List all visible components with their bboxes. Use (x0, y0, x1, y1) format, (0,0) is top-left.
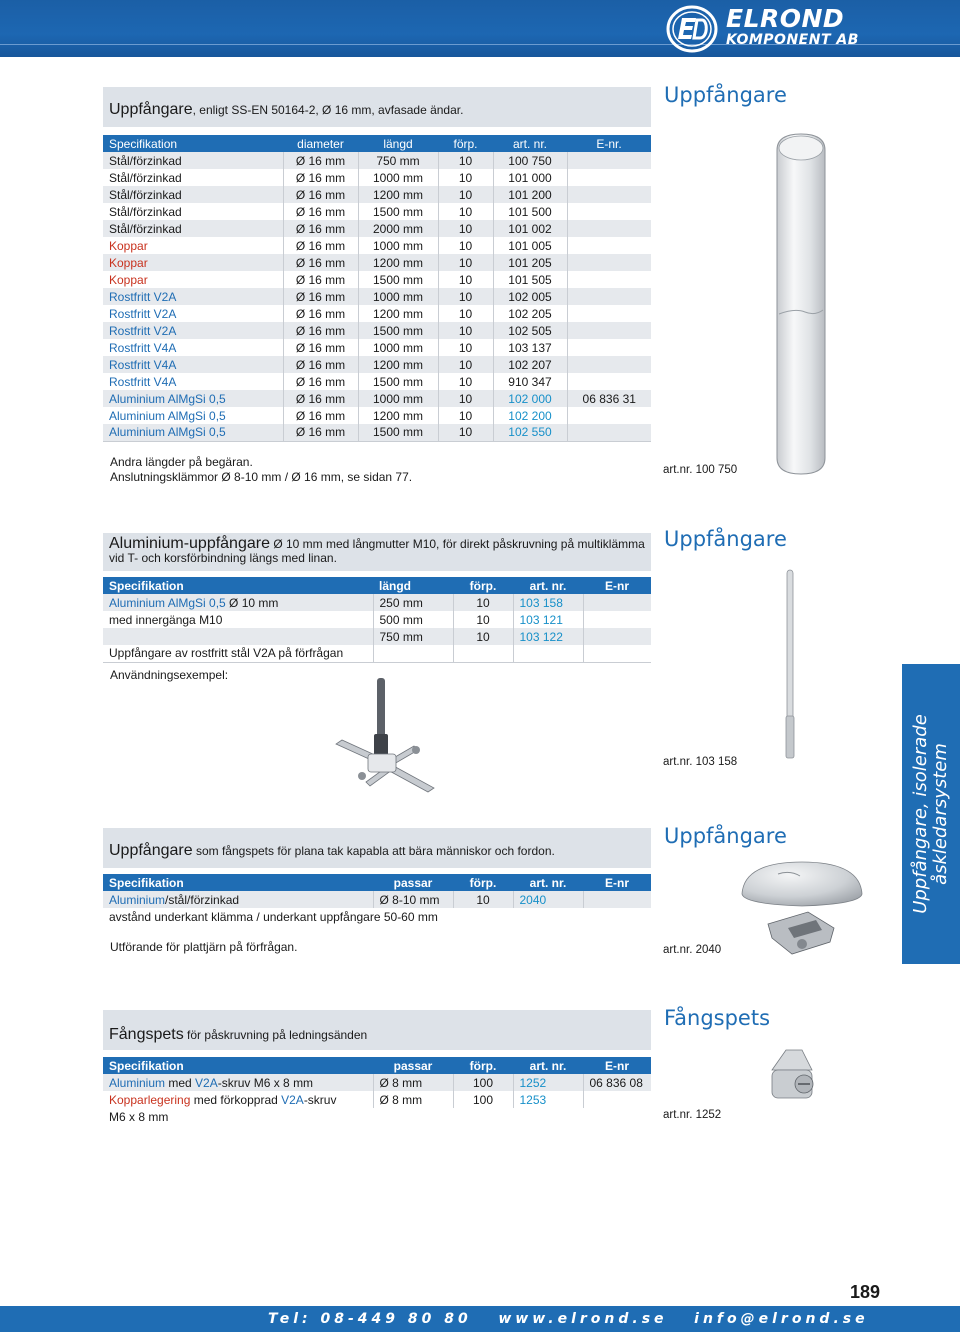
col-header-specifikation: Specifikation (103, 135, 283, 152)
table-row (103, 594, 651, 611)
cell-pack: 100 (453, 1091, 513, 1108)
col-header-enr: E-nr (583, 1057, 651, 1074)
col-header-enr: E-nr (583, 874, 651, 891)
cell-len: 250 mm (373, 594, 453, 611)
cell-langd: 1500 mm (358, 373, 438, 390)
cell-spec (103, 891, 373, 908)
table-row (103, 305, 651, 322)
cell-enr (567, 305, 651, 322)
table-row (103, 611, 651, 628)
cell-diameter: Ø 16 mm (283, 407, 358, 424)
cell-spec: Aluminium AlMgSi 0,5 (103, 424, 283, 441)
cell-forp: 10 (438, 424, 493, 441)
cell-forp: 10 (438, 152, 493, 169)
cell-artnr: 102 207 (493, 356, 567, 373)
cell-pack (453, 645, 513, 662)
col-header-artnr: art. nr. (513, 874, 583, 891)
table-row (103, 891, 651, 908)
cell-artnr (513, 645, 583, 662)
cell-len: 750 mm (373, 628, 453, 645)
table-header-row (103, 577, 651, 594)
section1-intro-title: Uppfångare (109, 101, 193, 118)
cell-len: 500 mm (373, 611, 453, 628)
cell-forp: 10 (438, 271, 493, 288)
cell-langd: 1000 mm (358, 169, 438, 186)
spike-tip-image (764, 1046, 824, 1104)
section4-spec-table (103, 1057, 651, 1125)
cell-diameter: Ø 16 mm (283, 152, 358, 169)
cell-artnr: 101 505 (493, 271, 567, 288)
cell-enr (583, 594, 651, 611)
section2-intro-text: Ø 10 mm med långmutter M10, för direkt påskruvning på multiklämma vid T- och korsförbindning längs med linan. (109, 537, 645, 565)
cell-forp: 10 (438, 407, 493, 424)
table-row (103, 220, 651, 237)
cell-spec: Stål/förzinkad (103, 203, 283, 220)
usage-example-image (328, 676, 458, 798)
cell-enr (567, 220, 651, 237)
cell-pack: 10 (453, 611, 513, 628)
cell-pack: 100 (453, 1074, 513, 1091)
section3-note: Utförande för plattjärn på förfrågan. (110, 940, 298, 954)
cell-diameter: Ø 16 mm (283, 305, 358, 322)
col-header-forp: förp. (453, 577, 513, 594)
section4-side-title: Fångspets (664, 1006, 771, 1030)
cell-langd: 750 mm (358, 152, 438, 169)
brand-line2: KOMPONENT AB (726, 32, 859, 48)
aluminium-rod-image (780, 566, 800, 766)
brand-name (726, 6, 859, 48)
material-aluminium: Aluminium (109, 892, 166, 907)
cell-enr (567, 407, 651, 424)
diameter-text: Ø 10 mm (225, 595, 279, 610)
cell-pack: 10 (453, 594, 513, 611)
table-row (103, 1108, 651, 1125)
cell-enr (583, 891, 651, 908)
usage-example-label: Användningsexempel: (110, 668, 229, 682)
elrond-logo-icon (664, 4, 720, 54)
table-row (103, 288, 651, 305)
cell-spec: Stål/förzinkad (103, 152, 283, 169)
spec-screw: -skruv (303, 1092, 337, 1107)
section2-spec-table (103, 577, 651, 663)
cell-artnr: 910 347 (493, 373, 567, 390)
material-aluminium: Aluminium AlMgSi 0,5 (109, 595, 226, 610)
table-row (103, 186, 651, 203)
spec-connector: med (165, 1075, 196, 1090)
table-row (103, 254, 651, 271)
cell-artnr: 103 122 (513, 628, 583, 645)
cell-diameter: Ø 16 mm (283, 322, 358, 339)
cell-artnr: 103 121 (513, 611, 583, 628)
section4-intro (103, 1010, 651, 1050)
spec-screw: -skruv M6 x 8 mm (217, 1075, 314, 1090)
cell-enr (567, 288, 651, 305)
section4-artnr: art.nr. 1252 (663, 1109, 722, 1121)
cell-enr (583, 645, 651, 662)
table-row (103, 322, 651, 339)
cell-enr (567, 203, 651, 220)
table-row (103, 645, 651, 662)
table-row (103, 237, 651, 254)
cell-langd: 1000 mm (358, 288, 438, 305)
material-copper-alloy: Kopparlegering (109, 1092, 191, 1107)
cell-spec: Stål/förzinkad (103, 169, 283, 186)
cell-langd: 1500 mm (358, 322, 438, 339)
cell-langd: 1200 mm (358, 254, 438, 271)
cell-enr (583, 611, 651, 628)
section2-artnr: art.nr. 103 158 (663, 756, 738, 768)
section1-spec-table (103, 135, 651, 442)
cell-artnr: 102 550 (493, 424, 567, 441)
section3-intro (103, 828, 651, 868)
cell-forp: 10 (438, 322, 493, 339)
col-header-artnr: art. nr. (513, 1057, 583, 1074)
cell-enr (567, 356, 651, 373)
table-header-row (103, 135, 651, 152)
cell-diameter: Ø 16 mm (283, 288, 358, 305)
section4-intro-title: Fångspets (109, 1026, 184, 1043)
cell-diameter: Ø 16 mm (283, 186, 358, 203)
cell-diameter: Ø 16 mm (283, 271, 358, 288)
section1-side-title: Uppfångare (664, 83, 787, 107)
cell-enr (567, 254, 651, 271)
section3-spec-table (103, 874, 651, 925)
cell-diameter: Ø 16 mm (283, 203, 358, 220)
cell-enr (567, 186, 651, 203)
cell-spec: Rostfritt V2A (103, 288, 283, 305)
cell-artnr: 100 750 (493, 152, 567, 169)
table-row (103, 152, 651, 169)
table-row (103, 407, 651, 424)
cell-spec (103, 594, 373, 611)
table-row (103, 271, 651, 288)
col-header-specifikation: Specifikation (103, 874, 373, 891)
cell-spec-distance: avstånd underkant klämma / underkant uppfångare 50-60 mm (103, 908, 651, 925)
cell-enr (567, 152, 651, 169)
section2-side-title: Uppfångare (664, 527, 787, 551)
cell-spec: Koppar (103, 237, 283, 254)
table-row (103, 169, 651, 186)
col-header-enr: E-nr. (567, 135, 651, 152)
cell-artnr: 1253 (513, 1091, 583, 1108)
table-row (103, 390, 651, 407)
cell-forp: 10 (438, 288, 493, 305)
cell-len (373, 645, 453, 662)
cell-spec (103, 1091, 373, 1108)
table-row (103, 356, 651, 373)
table-row (103, 373, 651, 390)
cell-forp: 10 (438, 237, 493, 254)
spec-connector: med förkopprad (190, 1092, 282, 1107)
cell-langd: 1200 mm (358, 407, 438, 424)
cell-spec: Rostfritt V4A (103, 339, 283, 356)
material-v2a: V2A (281, 1092, 304, 1107)
side-tab-line2: åskledarsystem (930, 743, 951, 885)
cell-diameter: Ø 16 mm (283, 356, 358, 373)
cell-diameter: Ø 16 mm (283, 424, 358, 441)
cell-pack: 10 (453, 891, 513, 908)
section2-intro (103, 533, 651, 571)
cell-artnr: 103 137 (493, 339, 567, 356)
chapter-side-tab (902, 664, 960, 964)
section3-intro-title: Uppfångare (109, 842, 193, 859)
cell-diameter: Ø 16 mm (283, 220, 358, 237)
cell-passar: Ø 8 mm (373, 1074, 453, 1091)
cell-enr (567, 339, 651, 356)
cell-spec: med innergänga M10 (103, 611, 373, 628)
col-header-specifikation: Specifikation (103, 1057, 373, 1074)
col-header-langd: längd (373, 577, 453, 594)
table-row (103, 1091, 651, 1108)
cell-artnr: 102 200 (493, 407, 567, 424)
col-header-diameter: diameter (283, 135, 358, 152)
cell-langd: 1000 mm (358, 339, 438, 356)
section1-intro (103, 87, 651, 127)
section4-intro-text: för påskruvning på ledningsänden (183, 1028, 368, 1042)
header-band (0, 0, 960, 57)
cell-forp: 10 (438, 254, 493, 271)
cell-forp: 10 (438, 305, 493, 322)
lightning-rod-image (765, 128, 837, 480)
cell-spec: Rostfritt V2A (103, 322, 283, 339)
cell-spec (103, 1074, 373, 1091)
brand-line1: ELROND (726, 4, 845, 33)
cell-artnr: 101 005 (493, 237, 567, 254)
cell-artnr: 101 500 (493, 203, 567, 220)
cell-enr (583, 628, 651, 645)
cell-artnr: 101 002 (493, 220, 567, 237)
table-header-row (103, 874, 651, 891)
cell-spec-screw-size: M6 x 8 mm (103, 1108, 651, 1125)
section1-intro-text: , enligt SS-EN 50164-2, Ø 16 mm, avfasade ändar. (192, 103, 464, 117)
cell-diameter: Ø 16 mm (283, 373, 358, 390)
cell-diameter: Ø 16 mm (283, 169, 358, 186)
cell-artnr: 101 205 (493, 254, 567, 271)
section3-side-title: Uppfångare (664, 824, 787, 848)
cell-langd: 1200 mm (358, 356, 438, 373)
cell-artnr: 101 200 (493, 186, 567, 203)
cell-artnr: 102 505 (493, 322, 567, 339)
cell-spec: Uppfångare av rostfritt stål V2A på förfrågan (103, 645, 373, 662)
cell-forp: 10 (438, 169, 493, 186)
cell-spec: Aluminium AlMgSi 0,5 (103, 390, 283, 407)
cell-langd: 1500 mm (358, 203, 438, 220)
col-header-artnr: art. nr. (493, 135, 567, 152)
section1-notes (110, 455, 412, 485)
cell-spec: Rostfritt V4A (103, 356, 283, 373)
cell-diameter: Ø 16 mm (283, 339, 358, 356)
cell-enr: 06 836 31 (567, 390, 651, 407)
dome-air-terminal-image (738, 858, 868, 964)
cell-artnr: 2040 (513, 891, 583, 908)
cell-langd: 1200 mm (358, 186, 438, 203)
cell-pack: 10 (453, 628, 513, 645)
cell-langd: 2000 mm (358, 220, 438, 237)
cell-forp: 10 (438, 373, 493, 390)
table-row (103, 203, 651, 220)
section3-artnr: art.nr. 2040 (663, 944, 722, 956)
table-row (103, 339, 651, 356)
section2-intro-title: Aluminium-uppfångare (109, 535, 270, 552)
note-clamps: Anslutningsklämmor Ø 8-10 mm / Ø 16 mm, se sidan 77. (110, 470, 413, 484)
material-aluminium: Aluminium (109, 1075, 166, 1090)
col-header-langd: längd (358, 135, 438, 152)
cell-forp: 10 (438, 220, 493, 237)
cell-artnr: 102 205 (493, 305, 567, 322)
cell-enr (567, 169, 651, 186)
section1-artnr: art.nr. 100 750 (663, 464, 738, 476)
cell-langd: 1200 mm (358, 305, 438, 322)
note-other-lengths: Andra längder på begäran. (110, 455, 253, 469)
cell-enr (567, 373, 651, 390)
cell-forp: 10 (438, 203, 493, 220)
cell-artnr: 1252 (513, 1074, 583, 1091)
chapter-side-tab-text (911, 669, 951, 959)
footer-band (0, 1306, 960, 1332)
col-header-artnr: art. nr. (513, 577, 583, 594)
col-header-passar: passar (373, 874, 453, 891)
footer-contact: Tel: 08-449 80 80 www.elrond.se info@elrond.se (268, 1311, 869, 1327)
cell-passar: Ø 8-10 mm (373, 891, 453, 908)
cell-enr: 06 836 08 (583, 1074, 651, 1091)
table-row (103, 1074, 651, 1091)
cell-spec: Stål/förzinkad (103, 186, 283, 203)
cell-langd: 1000 mm (358, 237, 438, 254)
cell-langd: 1500 mm (358, 271, 438, 288)
cell-spec (103, 628, 373, 645)
cell-diameter: Ø 16 mm (283, 254, 358, 271)
cell-spec: Koppar (103, 254, 283, 271)
col-header-passar: passar (373, 1057, 453, 1074)
cell-diameter: Ø 16 mm (283, 237, 358, 254)
cell-passar: Ø 8 mm (373, 1091, 453, 1108)
cell-artnr: 102 000 (493, 390, 567, 407)
cell-forp: 10 (438, 390, 493, 407)
table-row (103, 908, 651, 925)
cell-enr (583, 1091, 651, 1108)
col-header-forp: förp. (453, 1057, 513, 1074)
cell-forp: 10 (438, 339, 493, 356)
cell-artnr: 101 000 (493, 169, 567, 186)
cell-spec: Aluminium AlMgSi 0,5 (103, 407, 283, 424)
cell-spec: Stål/förzinkad (103, 220, 283, 237)
col-header-enr: E-nr (583, 577, 651, 594)
cell-enr (567, 271, 651, 288)
cell-spec: Rostfritt V2A (103, 305, 283, 322)
col-header-forp: förp. (438, 135, 493, 152)
material-v2a: V2A (195, 1075, 218, 1090)
material-rest: /stål/förzinkad (165, 892, 240, 907)
cell-enr (567, 322, 651, 339)
table-row (103, 424, 651, 441)
cell-spec: Koppar (103, 271, 283, 288)
side-tab-line1: Uppfångare, isolerade (910, 714, 931, 914)
cell-artnr: 102 005 (493, 288, 567, 305)
cell-diameter: Ø 16 mm (283, 390, 358, 407)
cell-forp: 10 (438, 356, 493, 373)
cell-langd: 1500 mm (358, 424, 438, 441)
cell-forp: 10 (438, 186, 493, 203)
cell-langd: 1000 mm (358, 390, 438, 407)
cell-spec: Rostfritt V4A (103, 373, 283, 390)
table-header-row (103, 1057, 651, 1074)
section3-intro-text: som fångspets för plana tak kapabla att bära människor och fordon. (192, 844, 555, 858)
table-row (103, 628, 651, 645)
cell-enr (567, 424, 651, 441)
col-header-forp: förp. (453, 874, 513, 891)
col-header-specifikation: Specifikation (103, 577, 373, 594)
cell-artnr: 103 158 (513, 594, 583, 611)
page-number: 189 (850, 1282, 881, 1302)
cell-enr (567, 237, 651, 254)
